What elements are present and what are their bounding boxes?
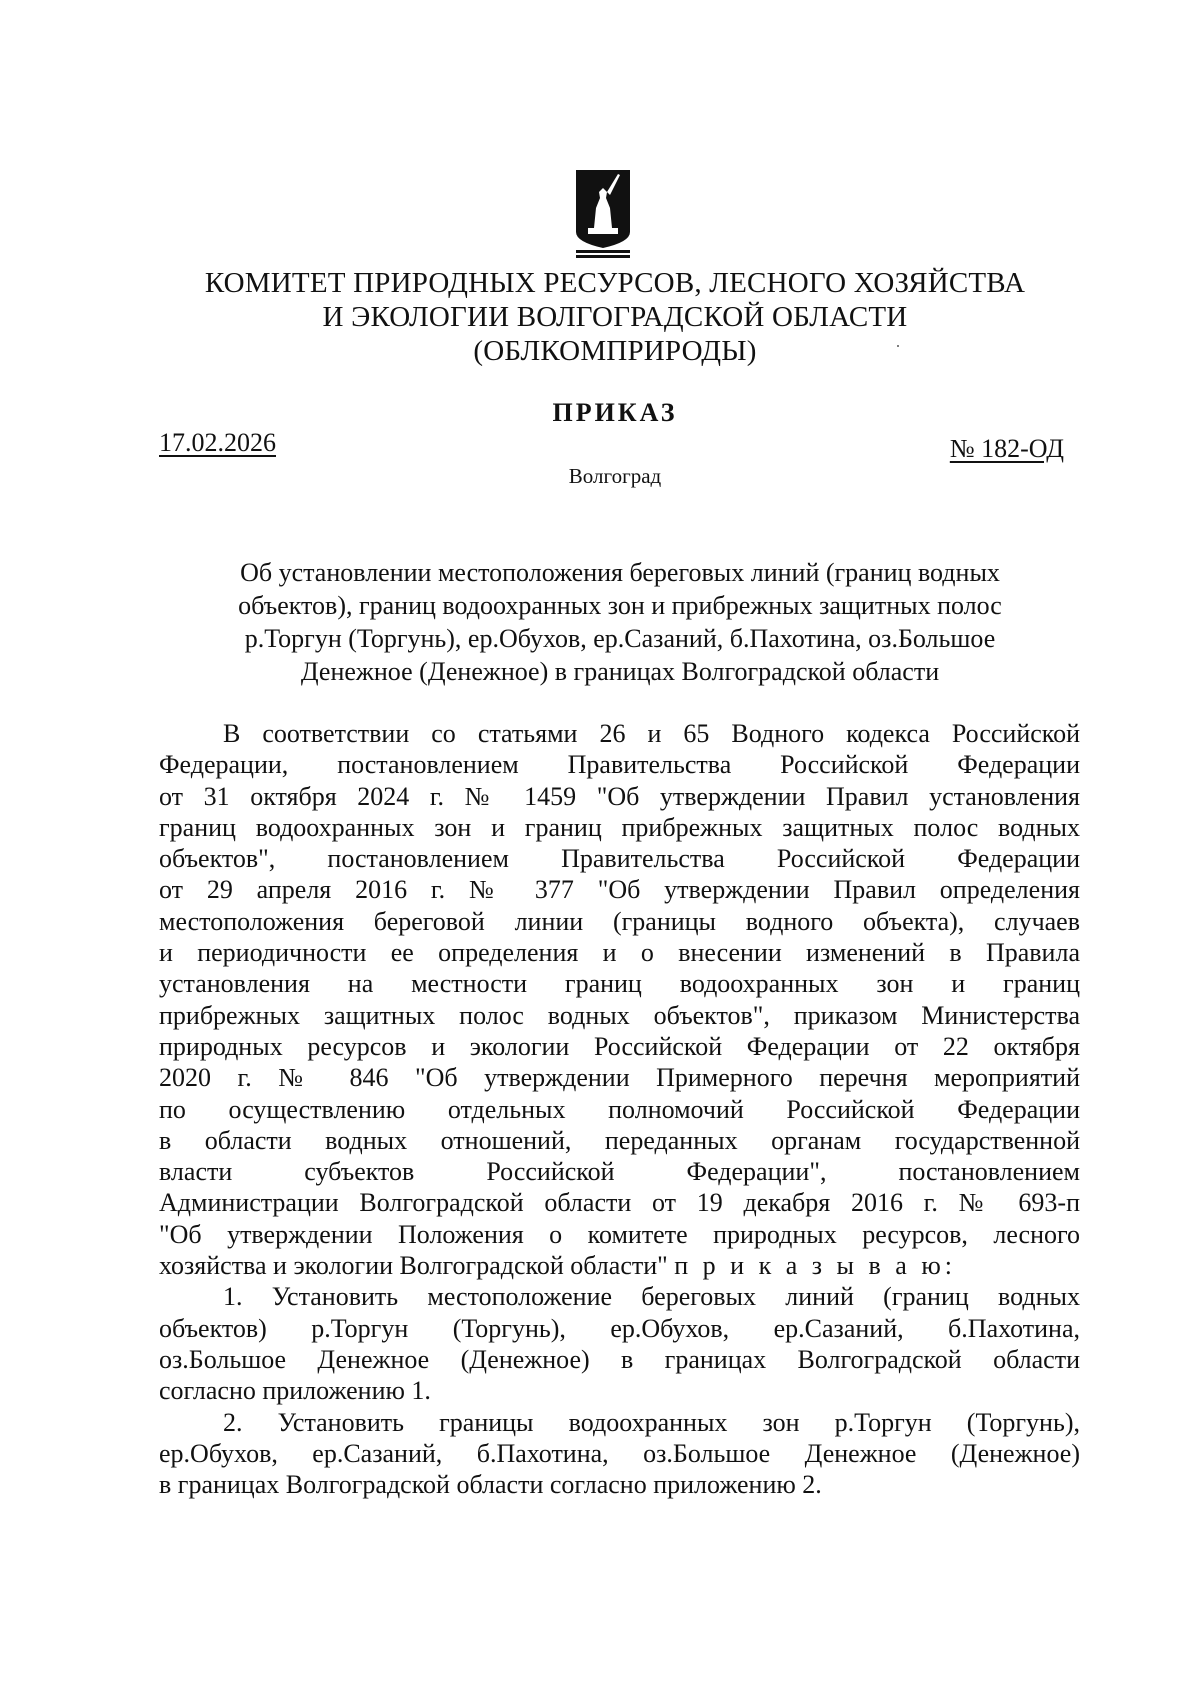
order-prefix: хозяйства и экологии Волгоградской области" (159, 1251, 668, 1281)
body-line: Федерации, постановлением Правительства Российской Федерации (159, 750, 1080, 780)
body-line-order (159, 1250, 1080, 1281)
body-line: власти субъектов Российской Федерации", постановлением (159, 1157, 1080, 1187)
scan-speck (897, 345, 899, 347)
body-line: установления на местности границ водоохранных зон и границ (159, 969, 1080, 999)
item-1-line: оз.Большое Денежное (Денежное) в границах Волгоградской области (159, 1344, 1080, 1374)
body-line: 2020 г. № 846 "Об утверждении Примерного перечня мероприятий (159, 1063, 1080, 1093)
document-body (159, 718, 1080, 1500)
item-2-line: ер.Обухов, ер.Сазаний, б.Пахотина, оз.Большое Денежное (Денежное) (159, 1438, 1080, 1468)
org-title-line: (ОБЛКОМПРИРОДЫ) (473, 335, 757, 367)
document-number: № 182-ОД (949, 434, 1064, 463)
item-2-line: 2. Установить границы водоохранных зон р.Торгун (Торгунь), (223, 1407, 1080, 1437)
body-line: прибрежных защитных полос водных объектов", приказом Министерства (159, 1000, 1080, 1030)
item-1-line: 1. Установить местоположение береговых линий (границ водных (223, 1282, 1080, 1312)
order-suffix: : (944, 1251, 952, 1281)
body-line: и периодичности ее определения и о внесении изменений в Правила (159, 938, 1080, 968)
document-date: 17.02.2026 (159, 428, 276, 457)
body-line: границ водоохранных зон и границ прибрежных защитных полос водных (159, 812, 1080, 842)
body-line: природных ресурсов и экологии Российской Федерации от 22 октября (159, 1031, 1080, 1061)
body-line: объектов", постановлением Правительства Российской Федерации (159, 844, 1080, 874)
item-1-line: согласно приложению 1. (159, 1376, 431, 1406)
body-line: по осуществлению отдельных полномочий Российской Федерации (159, 1094, 1080, 1124)
body-line: В соответствии со статьями 26 и 65 Водного кодекса Российской (223, 719, 1080, 748)
body-line: от 31 октября 2024 г. № 1459 "Об утверждении Правил установления (159, 781, 1080, 811)
coat-of-arms-icon (574, 168, 632, 260)
body-line: Администрации Волгоградской области от 19 декабря 2016 г. № 693-п (159, 1188, 1080, 1218)
subject-line: Денежное (Денежное) в границах Волгоградской области (300, 657, 940, 686)
item-1-line: объектов) р.Торгун (Торгунь), ер.Обухов, ер.Сазаний, б.Пахотина, (159, 1313, 1080, 1343)
document-city: Волгоград (568, 464, 662, 488)
subject-line: объектов), границ водоохранных зон и прибрежных защитных полос (238, 591, 1002, 620)
document-type: ПРИКАЗ (552, 398, 678, 427)
organization-title (150, 266, 1080, 368)
document-subject (180, 556, 1060, 688)
body-line: местоположения береговой линии (границы водного объекта), случаев (159, 906, 1080, 936)
item-2-line: в границах Волгоградской области согласно приложению 2. (159, 1470, 822, 1500)
org-title-line: КОМИТЕТ ПРИРОДНЫХ РЕСУРСОВ, ЛЕСНОГО ХОЗЯЙСТВА (204, 267, 1026, 299)
body-line: от 29 апреля 2016 г. № 377 "Об утверждении Правил определения (159, 875, 1080, 905)
body-line: "Об утверждении Положения о комитете природных ресурсов, лесного (159, 1219, 1080, 1249)
body-line: в области водных отношений, переданных органам государственной (159, 1125, 1080, 1155)
order-word: п р и к а з ы в а ю (674, 1251, 945, 1281)
org-title-line: И ЭКОЛОГИИ ВОЛГОГРАДСКОЙ ОБЛАСТИ (322, 301, 908, 333)
subject-line: Об установлении местоположения береговых линий (границ водных (240, 558, 1000, 587)
subject-line: р.Торгун (Торгунь), ер.Обухов, ер.Сазаний, б.Пахотина, оз.Большое (244, 624, 996, 653)
